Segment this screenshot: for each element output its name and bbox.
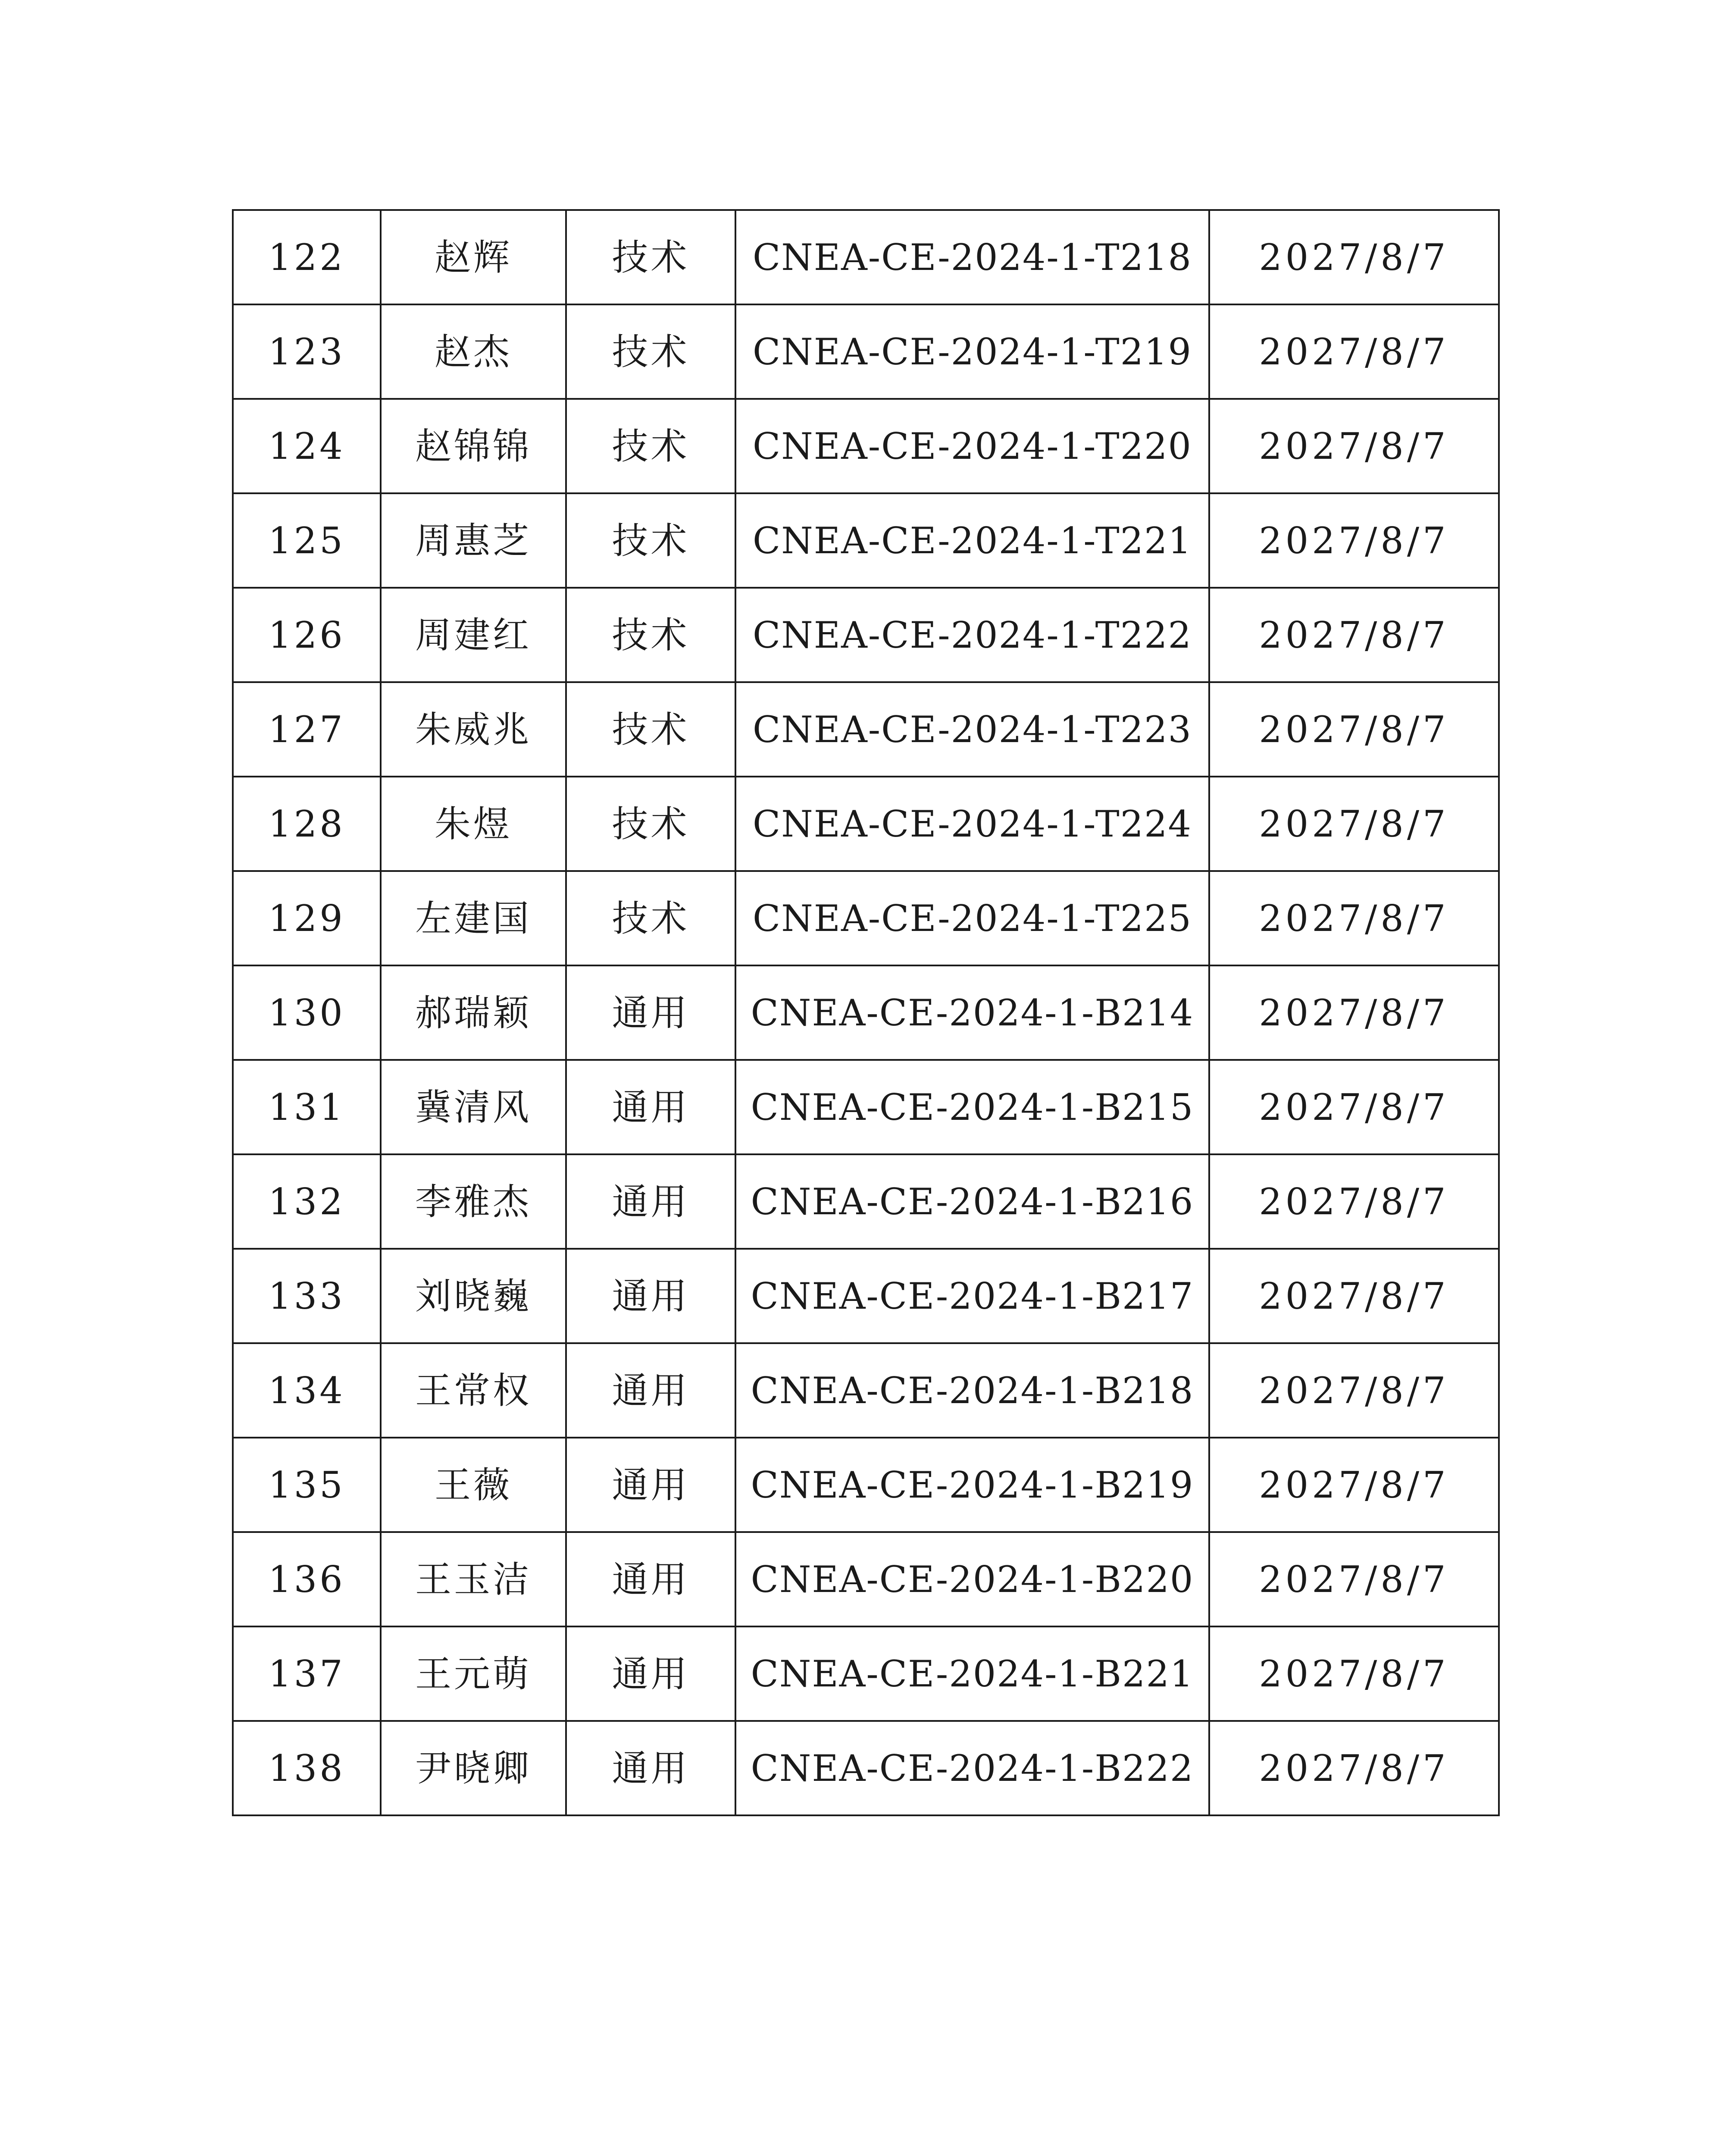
expiry-date-cell: 2027/8/7 [1209,1343,1499,1438]
category-cell: 技术 [566,871,735,965]
category-cell: 通用 [566,1249,735,1343]
certificate-number-cell: CNEA-CE-2024-1-B217 [735,1249,1209,1343]
certificate-number-cell: CNEA-CE-2024-1-T223 [735,682,1209,777]
person-name-cell: 李雅杰 [381,1154,566,1249]
certificate-number-cell: CNEA-CE-2024-1-B216 [735,1154,1209,1249]
person-name-cell: 朱煜 [381,777,566,871]
expiry-date-cell: 2027/8/7 [1209,871,1499,965]
certificate-number-cell: CNEA-CE-2024-1-T222 [735,588,1209,682]
certificate-number-cell: CNEA-CE-2024-1-T224 [735,777,1209,871]
category-cell: 通用 [566,1343,735,1438]
expiry-date-cell: 2027/8/7 [1209,682,1499,777]
category-cell: 通用 [566,1154,735,1249]
table-row [233,1249,1499,1343]
row-number-cell: 137 [233,1626,381,1721]
table-row [233,304,1499,399]
certificate-number-cell: CNEA-CE-2024-1-B214 [735,965,1209,1060]
table-row [233,871,1499,965]
certificate-number-cell: CNEA-CE-2024-1-B218 [735,1343,1209,1438]
expiry-date-cell: 2027/8/7 [1209,493,1499,588]
row-number-cell: 126 [233,588,381,682]
table-row [233,1060,1499,1154]
table-row [233,493,1499,588]
person-name-cell: 左建国 [381,871,566,965]
certificate-table [232,209,1500,1816]
row-number-cell: 124 [233,399,381,493]
expiry-date-cell: 2027/8/7 [1209,588,1499,682]
table-row [233,1154,1499,1249]
person-name-cell: 王薇 [381,1438,566,1532]
row-number-cell: 122 [233,210,381,304]
certificate-number-cell: CNEA-CE-2024-1-T219 [735,304,1209,399]
person-name-cell: 王常权 [381,1343,566,1438]
category-cell: 通用 [566,1438,735,1532]
table-row [233,1721,1499,1815]
row-number-cell: 133 [233,1249,381,1343]
person-name-cell: 周惠芝 [381,493,566,588]
row-number-cell: 136 [233,1532,381,1626]
category-cell: 技术 [566,210,735,304]
certificate-number-cell: CNEA-CE-2024-1-B215 [735,1060,1209,1154]
certificate-table-body [233,210,1499,1815]
expiry-date-cell: 2027/8/7 [1209,399,1499,493]
table-row [233,1626,1499,1721]
table-row [233,399,1499,493]
row-number-cell: 138 [233,1721,381,1815]
person-name-cell: 刘晓巍 [381,1249,566,1343]
table-row [233,965,1499,1060]
category-cell: 通用 [566,965,735,1060]
row-number-cell: 128 [233,777,381,871]
row-number-cell: 134 [233,1343,381,1438]
certificate-number-cell: CNEA-CE-2024-1-T221 [735,493,1209,588]
certificate-number-cell: CNEA-CE-2024-1-T218 [735,210,1209,304]
table-row [233,1343,1499,1438]
person-name-cell: 赵锦锦 [381,399,566,493]
person-name-cell: 冀清风 [381,1060,566,1154]
expiry-date-cell: 2027/8/7 [1209,1154,1499,1249]
category-cell: 技术 [566,304,735,399]
expiry-date-cell: 2027/8/7 [1209,1626,1499,1721]
person-name-cell: 王元萌 [381,1626,566,1721]
expiry-date-cell: 2027/8/7 [1209,965,1499,1060]
category-cell: 通用 [566,1721,735,1815]
certificate-number-cell: CNEA-CE-2024-1-B220 [735,1532,1209,1626]
category-cell: 技术 [566,399,735,493]
row-number-cell: 130 [233,965,381,1060]
category-cell: 通用 [566,1060,735,1154]
person-name-cell: 赵杰 [381,304,566,399]
table-row [233,1532,1499,1626]
row-number-cell: 132 [233,1154,381,1249]
certificate-number-cell: CNEA-CE-2024-1-T220 [735,399,1209,493]
expiry-date-cell: 2027/8/7 [1209,777,1499,871]
expiry-date-cell: 2027/8/7 [1209,1249,1499,1343]
category-cell: 技术 [566,493,735,588]
person-name-cell: 周建红 [381,588,566,682]
certificate-number-cell: CNEA-CE-2024-1-T225 [735,871,1209,965]
certificate-number-cell: CNEA-CE-2024-1-B222 [735,1721,1209,1815]
person-name-cell: 郝瑞颖 [381,965,566,1060]
certificate-number-cell: CNEA-CE-2024-1-B221 [735,1626,1209,1721]
row-number-cell: 135 [233,1438,381,1532]
person-name-cell: 朱威兆 [381,682,566,777]
person-name-cell: 赵辉 [381,210,566,304]
person-name-cell: 尹晓卿 [381,1721,566,1815]
table-row [233,588,1499,682]
table-row [233,777,1499,871]
category-cell: 技术 [566,777,735,871]
category-cell: 技术 [566,588,735,682]
table-row [233,210,1499,304]
category-cell: 通用 [566,1626,735,1721]
certificate-number-cell: CNEA-CE-2024-1-B219 [735,1438,1209,1532]
expiry-date-cell: 2027/8/7 [1209,210,1499,304]
table-row [233,1438,1499,1532]
category-cell: 通用 [566,1532,735,1626]
expiry-date-cell: 2027/8/7 [1209,1721,1499,1815]
row-number-cell: 129 [233,871,381,965]
row-number-cell: 127 [233,682,381,777]
expiry-date-cell: 2027/8/7 [1209,1532,1499,1626]
row-number-cell: 131 [233,1060,381,1154]
table-row [233,682,1499,777]
expiry-date-cell: 2027/8/7 [1209,1060,1499,1154]
row-number-cell: 125 [233,493,381,588]
expiry-date-cell: 2027/8/7 [1209,304,1499,399]
row-number-cell: 123 [233,304,381,399]
category-cell: 技术 [566,682,735,777]
expiry-date-cell: 2027/8/7 [1209,1438,1499,1532]
person-name-cell: 王玉洁 [381,1532,566,1626]
